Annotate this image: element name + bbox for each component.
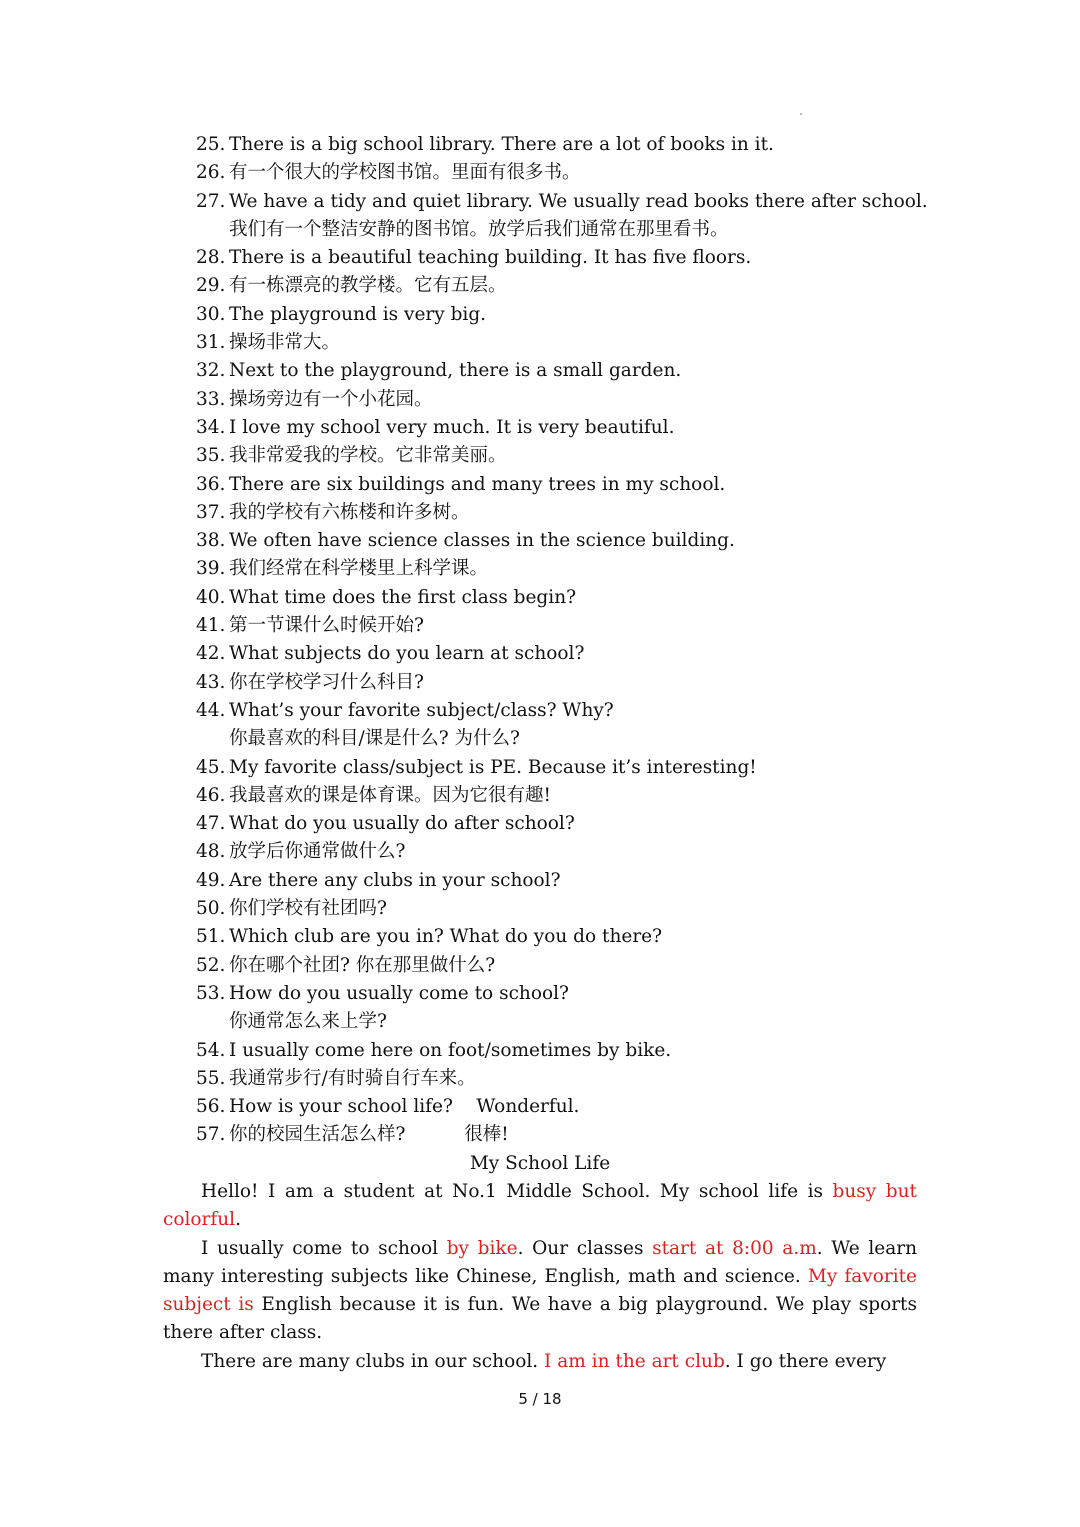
list-item [196, 244, 936, 272]
item-text: 有一栋漂亮的教学楼。它有五层。 [229, 275, 507, 297]
list-item [196, 584, 936, 612]
list-item [196, 527, 936, 555]
item-number: 31. [196, 332, 226, 354]
item-number: 35. [196, 445, 226, 467]
item-text: 你通常怎么来上学? [229, 1011, 387, 1033]
list-item [196, 612, 936, 640]
list-item [196, 1037, 936, 1065]
item-text: I love my school very much. It is very beautiful. [229, 416, 675, 438]
list-item [196, 895, 936, 923]
list-item [196, 725, 936, 753]
list-item [196, 697, 936, 725]
item-number: 33. [196, 388, 226, 410]
item-text: 我们有一个整洁安静的图书馆。放学后我们通常在那里看书。 [229, 218, 729, 240]
highlighted-phrase: My favorite subject is [163, 1265, 917, 1316]
essay-text: . [235, 1209, 241, 1231]
list-item [196, 357, 936, 385]
page-number: 5 / 18 [518, 1390, 562, 1408]
list-item [196, 414, 936, 442]
essay-text: . We learn many interesting subjects like Chinese, English, math and science. [163, 1237, 918, 1287]
item-number: 37. [196, 501, 226, 523]
item-text: 你在哪个社团? 你在那里做什么? [229, 954, 496, 976]
item-text: Are there any clubs in your school? [229, 869, 561, 891]
essay-text: Hello! I am a student at No.1 Middle School. My school life is [201, 1181, 833, 1202]
list-item [196, 159, 936, 187]
item-number: 51. [196, 926, 226, 948]
highlighted-phrase: start at 8:00 a.m [652, 1237, 817, 1259]
item-text: 放学后你通常做什么? [229, 841, 406, 863]
item-text: I usually come here on foot/sometimes by bike. [229, 1039, 672, 1061]
item-number: 55. [196, 1067, 226, 1089]
list-item [196, 1065, 936, 1093]
item-number: 32. [196, 360, 226, 382]
item-number: 34. [196, 416, 226, 438]
item-text: 操场旁边有一个小花园。 [229, 388, 433, 410]
essay-paragraph [163, 1235, 917, 1348]
scan-speck [800, 113, 802, 115]
item-number: 46. [196, 784, 226, 806]
item-text: 你的校园生活怎么样? 很棒! [229, 1124, 509, 1146]
list-item [196, 782, 936, 810]
list-item [196, 555, 936, 583]
list-item [196, 867, 936, 895]
item-text: What’s your favorite subject/class? Why? [229, 699, 614, 721]
item-text: There is a big school library. There are a lot of books in it. [229, 134, 774, 155]
item-number: 49. [196, 869, 226, 891]
item-text: What time does the first class begin? [229, 586, 577, 608]
essay-body [163, 1178, 917, 1376]
item-number: 28. [196, 247, 226, 269]
item-text: 我的学校有六栋楼和许多树。 [229, 501, 470, 523]
item-number: 45. [196, 756, 226, 778]
item-number: 25. [196, 134, 226, 155]
item-text: How is your school life? Wonderful. [229, 1096, 580, 1118]
item-text: We have a tidy and quiet library. We usually read books there after school. [229, 190, 928, 212]
item-number: 43. [196, 671, 226, 693]
list-item [196, 272, 936, 300]
essay-paragraph [163, 1348, 917, 1376]
list-item [196, 980, 936, 1008]
item-number: 41. [196, 615, 226, 637]
item-number: 40. [196, 586, 226, 608]
item-text: 我通常步行/有时骑自行车来。 [229, 1067, 476, 1089]
essay-paragraph [163, 1178, 917, 1235]
list-item [196, 131, 936, 159]
essay-text: . I go there every [724, 1350, 887, 1372]
item-text: 你们学校有社团吗? [229, 898, 387, 920]
essay-text: English because it is fun. We have a big playground. We play sports there after class. [163, 1294, 917, 1344]
item-text: 我最喜欢的课是体育课。因为它很有趣! [229, 784, 551, 806]
list-item [196, 442, 936, 470]
item-text: 你在学校学习什么科目? [229, 671, 424, 693]
list-item [196, 188, 936, 216]
highlighted-phrase: by bike [446, 1237, 518, 1259]
list-item [196, 1121, 936, 1149]
list-item [196, 838, 936, 866]
item-text: 我们经常在科学楼里上科学课。 [229, 558, 489, 580]
item-number: 38. [196, 530, 226, 552]
essay-text: There are many clubs in our school. [201, 1350, 545, 1372]
essay-text: I usually come to school [201, 1237, 447, 1259]
item-number: 52. [196, 954, 226, 976]
item-text: How do you usually come to school? [229, 982, 569, 1004]
item-text: What do you usually do after school? [229, 813, 575, 835]
item-number: 27. [196, 190, 226, 212]
essay-text: . Our classes [517, 1237, 653, 1259]
item-number: 36. [196, 473, 226, 495]
item-number: 47. [196, 813, 226, 835]
list-item [196, 329, 936, 357]
list-item [196, 952, 936, 980]
list-item [196, 810, 936, 838]
list-item [196, 640, 936, 668]
item-number: 29. [196, 275, 226, 297]
item-number: 30. [196, 303, 226, 325]
item-number: 54. [196, 1039, 226, 1061]
list-item [196, 471, 936, 499]
item-number: 48. [196, 841, 226, 863]
list-item [196, 669, 936, 697]
item-number: 50. [196, 898, 226, 920]
item-text: There are six buildings and many trees in my school. [229, 473, 726, 495]
list-item [196, 1093, 936, 1121]
sentence-list [196, 131, 936, 1150]
item-text: The playground is very big. [229, 303, 487, 325]
highlighted-phrase: I am in the art club [544, 1350, 725, 1372]
item-number: 42. [196, 643, 226, 665]
item-number: 56. [196, 1096, 226, 1118]
item-text: There is a beautiful teaching building. It has five floors. [229, 247, 752, 269]
item-number: 39. [196, 558, 226, 580]
item-text: Which club are you in? What do you do there? [229, 926, 663, 948]
item-text: My favorite class/subject is PE. Because it’s interesting! [229, 756, 757, 778]
highlighted-phrase: busy but colorful [163, 1181, 917, 1231]
item-text: We often have science classes in the science building. [229, 530, 735, 552]
list-item [196, 754, 936, 782]
list-item [196, 1008, 936, 1036]
list-item [196, 923, 936, 951]
item-text: 你最喜欢的科目/课是什么? 为什么? [229, 728, 520, 750]
essay-title: My School Life [469, 1153, 611, 1174]
item-text: 第一节课什么时候开始? [229, 615, 424, 637]
item-text: What subjects do you learn at school? [229, 643, 585, 665]
item-text: 有一个很大的学校图书馆。里面有很多书。 [229, 162, 581, 184]
item-text: 操场非常大。 [229, 332, 341, 354]
list-item [196, 386, 936, 414]
list-item [196, 301, 936, 329]
item-text: 我非常爱我的学校。它非常美丽。 [229, 445, 507, 467]
list-item [196, 216, 936, 244]
list-item [196, 499, 936, 527]
item-number: 26. [196, 162, 226, 184]
item-text: Next to the playground, there is a small garden. [229, 360, 682, 382]
item-number: 57. [196, 1124, 226, 1146]
item-number: 44. [196, 699, 226, 721]
item-number: 53. [196, 982, 226, 1004]
